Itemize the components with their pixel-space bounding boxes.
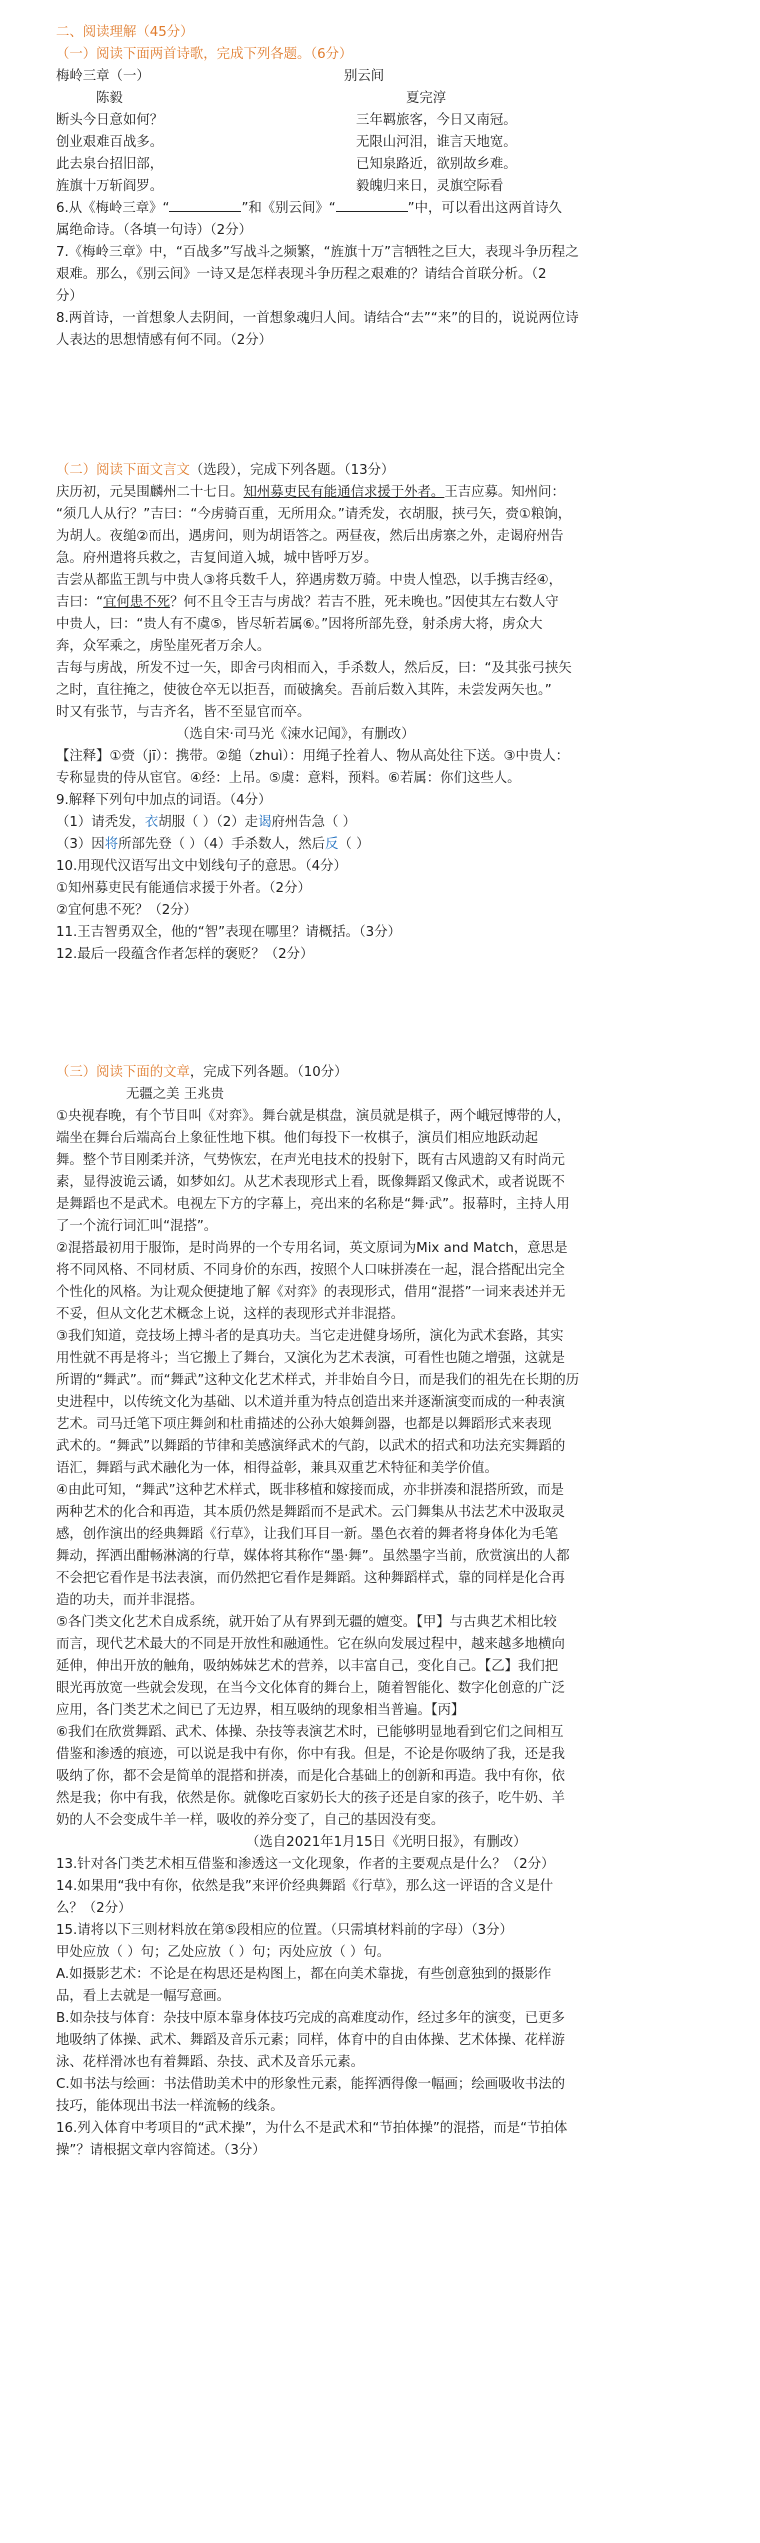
article-line: 将不同风格、不同材质、不同身价的东西，按照个人口味拼凑在一起，混合搭配出完全 [56,1263,565,1278]
article-line: 用性就不再是将斗；当它搬上了舞台，又演化为艺术表演，可看性也随之增强，这就是 [56,1351,565,1366]
question-10-sub: ①知州募吏民有能通信求援于外者。（2分） [56,881,311,896]
question-15: 15.请将以下三则材料放在第⑤段相应的位置。（只需填材料前的字母）（3分） [56,1923,513,1938]
article-line: 两种艺术的化合和再造，其本质仍然是舞蹈而不是武术。云门舞集从书法艺术中汲取灵 [56,1505,565,1520]
article-line: 个性化的风格。为让观众便捷地了解《对弈》的表现形式，借用“混搭”一词来表述并无 [56,1285,566,1300]
article-line: 然是我；你中有我，依然是你。就像吃百家奶长大的孩子还是自家的孩子，吃牛奶、羊 [56,1791,565,1806]
article-line: 端坐在舞台后端高台上象征性地下棋。他们每投下一枚棋子，演员们相应地跃动起 [56,1131,539,1146]
article-line: 应用，各门类艺术之间已了无边界，相互吸纳的现象相当普遍。【丙】 [56,1703,465,1718]
dotted-word: 反 [325,837,339,852]
article-line: 感，创作演出的经典舞蹈《行草》，让我们耳目一新。墨色衣着的舞者将身体化为毛笔 [56,1527,559,1542]
part-title: 二、阅读理解（45分） [56,25,194,40]
passage-line [56,482,736,504]
question-14: 14.如果用“我中有你，依然是我”来评价经典舞蹈《行草》，那么这一评语的含义是什 [56,1879,554,1894]
section2-header-a: （二）阅读下面文言文 [56,463,190,478]
question-6 [56,198,736,220]
passage-line: 吉每与虏战，所发不过一矢，即舍弓肉相而入，手杀数人，然后反，曰：“及其张弓挟矢 [56,661,572,676]
question-12: 12.最后一段蕴含作者怎样的褒贬？（2分） [56,947,314,962]
article-line: 吸纳了你，都不会是简单的混搭和拼凑，而是化合基础上的创新和再造。我中有你，依 [56,1769,565,1784]
q9-text: （ ） [338,837,370,852]
question-13: 13.针对各门类艺术相互借鉴和渗透这一文化现象，作者的主要观点是什么？（2分） [56,1857,555,1872]
material-a: A.如摄影艺术：不论是在构思还是构图上，都在向美术靠拢，有些创意独到的摄影作 [56,1967,552,1982]
dotted-word: 谒 [258,815,272,830]
article-line: 史进程中，以传统文化为基础、以术道并重为特点创造出来并逐渐演变而成的一种表演 [56,1395,565,1410]
poem-title-right: 别云间 [344,69,385,84]
question-9: 9.解释下列句中加点的词语。（4分） [56,793,272,808]
q6-part-b: ”和《别云间》“ [241,201,336,216]
passage-line: 中贵人，曰：“贵人有不虞⑤，皆尽斩若属⑥。”因将所部先登，射杀虏大将，虏众大 [56,617,543,632]
poem-line-left: 此去泉台招旧部， [56,157,164,172]
article-line: ④由此可知，“舞武”这种艺术样式，既非移植和嫁接而成，亦非拼凑和混搭所致，而是 [56,1483,564,1498]
poem-title-left: 梅岭三章（一） [56,69,150,84]
article-line: 所谓的“舞武”。而“舞武”这种文化艺术样式，并非始自今日，而是我们的祖先在长期的历 [56,1373,580,1388]
spacer [56,352,736,460]
dotted-word: 衣 [144,815,159,830]
passage-text: 吉曰：“ [56,595,104,610]
question-15-slots: 甲处应放（ ）句；乙处应放（ ）句；丙处应放（ ）句。 [56,1945,391,1960]
poem-author-left: 陈毅 [96,91,123,106]
article-line: 不会把它看作是书法表演，而仍然把它看作是舞蹈。这种舞蹈样式，靠的同样是化合再 [56,1571,565,1586]
question-7: 艰难。那么，《别云间》一诗又是怎样表现斗争历程之艰难的？请结合首联分析。（2 [56,267,547,282]
passage-line: “须几人从行？”吉曰：“今虏骑百重，无所用众。”请秃发，衣胡服，挟弓矢，赍①粮饷， [56,507,572,522]
section1-header: （一）阅读下面两首诗歌，完成下列各题。（6分） [56,47,353,62]
material-b: B.如杂技与体育：杂技中原本靠身体技巧完成的高难度动作，经过多年的演变，已更多 [56,2011,565,2026]
material-c: 技巧，能体现出书法一样流畅的线条。 [56,2099,284,2114]
material-a: 品，看上去就是一幅写意画。 [56,1989,231,2004]
section3-header [56,1062,736,1084]
poem-line-right: 已知泉路近，欲别故乡难。 [356,157,517,172]
question-16: 操”？请根据文章内容简述。（3分） [56,2143,266,2158]
article-line: 舞动，挥洒出酣畅淋漓的行草，媒体将其称作“墨·舞”。虽然墨字当前，欣赏演出的人都 [56,1549,570,1564]
dotted-word: 将 [104,837,119,852]
article-line: 了一个流行词汇叫“混搭”。 [56,1219,218,1234]
passage-line: 吉尝从都监王凯与中贵人③将兵数千人，猝遇虏数万骑。中贵人惶恐，以手携吉经④， [56,573,563,588]
poem-line [56,132,736,154]
q9-text: 胡服（ ）（2）走 [158,815,259,830]
section3-header-b: ，完成下列各题。（10分） [189,1065,348,1080]
q6-part-c: ”中，可以看出这两首诗久 [407,201,562,216]
article-line: 造的功夫，而并非混搭。 [56,1593,204,1608]
spacer [56,966,736,1062]
article-title: 无疆之美 王兆贵 [126,1087,224,1102]
material-b: 泳、花样滑冰也有着舞蹈、杂技、武术及音乐元素。 [56,2055,364,2070]
q6-part-a: 6.从《梅岭三章》“ [56,201,170,216]
question-8: 8.两首诗，一首想象人去阴间，一首想象魂归人间。请结合“去”“来”的目的，说说两位诗 [56,311,579,326]
article-line: ①央视春晚，有个节目叫《对弈》。舞台就是棋盘，演员就是棋子，两个峨冠博带的人， [56,1109,571,1124]
question-10-sub: ②宜何患不死？（2分） [56,903,198,918]
poem-line [56,176,736,198]
q9-text: 所部先登（ ）（4）手杀数人，然后 [118,837,326,852]
exam-page [56,22,736,2162]
poem-authors [56,88,736,110]
poem-author-right: 夏完淳 [406,91,447,106]
article-line: 延伸，伸出开放的触角，吸纳姊妹艺术的营养，以丰富自己，变化自己。【乙】我们把 [56,1659,559,1674]
article-line: ③我们知道，竞技场上搏斗者的是真功夫。当它走进健身场所，演化为武术套路，其实 [56,1329,564,1344]
question-16: 16.列入体育中考项目的“武术操”，为什么不是武术和“节拍体操”的混搭，而是“节拍体 [56,2121,568,2136]
poem-line-left: 断头今日意如何？ [56,113,164,128]
question-11: 11.王吉智勇双全，他的“智”表现在哪里？请概括。（3分） [56,925,401,940]
article-line: 眼光再放宽一些就会发现，在当今文化体育的舞台上，随着智能化、数字化创意的广泛 [56,1681,565,1696]
article-line: 武术的。“舞武”以舞蹈的节律和美感演绎武术的气韵，以武术的招式和功法充实舞蹈的 [56,1439,566,1454]
article-line: 语汇，舞蹈与武术融化为一体，相得益彰，兼具双重艺术特征和美学价值。 [56,1461,498,1476]
poem-line-right: 三年羁旅客，今日又南冠。 [356,113,517,128]
article-line: 是舞蹈也不是武术。电视左下方的字幕上，亮出来的名称是“舞·武”。报幕时，主持人用 [56,1197,570,1212]
underlined-sentence: 宜何患不死 [103,595,171,610]
article-line: 借鉴和渗透的痕迹，可以说是我中有你，你中有我。但是，不论是你吸纳了我，还是我 [56,1747,565,1762]
passage-line: 时又有张节，与吉齐名，皆不至显官而卒。 [56,705,311,720]
poem-line-left: 创业艰难百战多。 [56,135,164,150]
article-line: 奶的人不会变成牛羊一样，吸收的养分变了，自己的基因没有变。 [56,1813,445,1828]
poem-titles [56,66,736,88]
article-line: 不妥，但从文化艺术概念上说，这样的表现形式并非混搭。 [56,1307,405,1322]
passage-text: ？何不且令王吉与虏战？若吉不胜，死未晚也。”因使其左右数人守 [170,595,559,610]
poem-line-right: 毅魄归来日，灵旗空际看 [356,179,504,194]
question-7: 7.《梅岭三章》中，“百战多”写战斗之频繁，“旌旗十万”言牺牲之巨大，表现斗争历程之 [56,245,579,260]
poem-line [56,110,736,132]
question-10: 10.用现代汉语写出文中划线句子的意思。（4分） [56,859,347,874]
question-9-items [56,834,736,856]
article-line: 而言，现代艺术最大的不同是开放性和融通性。它在纵向发展过程中，越来越多地横向 [56,1637,565,1652]
underlined-sentence: 知州募吏民有能通信求援于外者。 [243,485,445,500]
q9-text: （1）请秃发， [56,815,145,830]
poem-line-right: 无限山河泪，谁言天地宽。 [356,135,517,150]
article-line: ⑥我们在欣赏舞蹈、武术、体操、杂技等表演艺术时，已能够明显地看到它们之间相互 [56,1725,564,1740]
article-line: ②混搭最初用于服饰，是时尚界的一个专用名词，英文原词为Mix and Match，意思是 [56,1241,568,1256]
question-6-cont: 属绝命诗。（各填一句诗）（2分） [56,223,252,238]
passage-text: 王吉应募。知州问： [444,485,565,500]
notes-line: 专称显贵的侍从宦官。④经：上吊。⑤虞：意料，预料。⑥若属：你们这些人。 [56,771,521,786]
passage-source: （选自宋·司马光《涑水记闻》，有删改） [176,727,415,742]
question-7: 分） [56,289,83,304]
article-line: ⑤各门类文化艺术自成系统，就开始了从有界到无疆的嬗变。【甲】与古典艺术相比较 [56,1615,557,1630]
notes-line: 【注释】①赍（jī）：携带。②缒（zhuì）：用绳子拴着人、物从高处往下送。③中贵人： [56,749,570,764]
passage-line: 奔，众军乘之，虏坠崖死者万余人。 [56,639,271,654]
passage-line: 为胡人。夜缒②而出，遇虏问，则为胡语答之。两昼夜，然后出虏寨之外，走谒府州告 [56,529,564,544]
question-14: 么？（2分） [56,1901,132,1916]
section2-header [56,460,736,482]
question-9-items [56,812,736,834]
q9-text: 府州告急（ ） [271,815,357,830]
passage-line [56,592,736,614]
passage-text: 庆历初，元昊围麟州二十七日。 [56,485,244,500]
material-b: 地吸纳了体操、武术、舞蹈及音乐元素；同样，体育中的自由体操、艺术体操、花样游 [56,2033,565,2048]
article-source: （选自2021年1月15日《光明日报》，有删改） [246,1835,527,1850]
material-c: C.如书法与绘画：书法借助美术中的形象性元素，能挥洒得像一幅画；绘画吸收书法的 [56,2077,566,2092]
section3-header-a: （三）阅读下面的文章 [56,1065,190,1080]
section2-header-b: （选段），完成下列各题。（13分） [189,463,395,478]
article-line: 艺术。司马迁笔下项庄舞剑和杜甫描述的公孙大娘舞剑器，也都是以舞蹈形式来表现 [56,1417,552,1432]
passage-line: 急。府州遣将兵救之，吉复间道入城，城中皆呼万岁。 [56,551,378,566]
article-line: 素，显得波诡云谲，如梦如幻。从艺术表现形式上看，既像舞蹈又像武术，或者说既不 [56,1175,565,1190]
poem-line-left: 旌旗十万斩阎罗。 [56,179,164,194]
passage-line: 之时，直往掩之，使彼仓卒无以拒吾，而破擒矣。吾前后数入其阵，未尝发两矢也。” [56,683,552,698]
question-8: 人表达的思想情感有何不同。（2分） [56,333,273,348]
poem-line [56,154,736,176]
answer-blank[interactable] [336,198,408,212]
q9-text: （3）因 [56,837,105,852]
answer-blank[interactable] [169,198,241,212]
article-body [56,1106,736,1832]
article-line: 舞。整个节目刚柔并济，气势恢宏，在声光电技术的投射下，既有古风遗韵又有时尚元 [56,1153,565,1168]
